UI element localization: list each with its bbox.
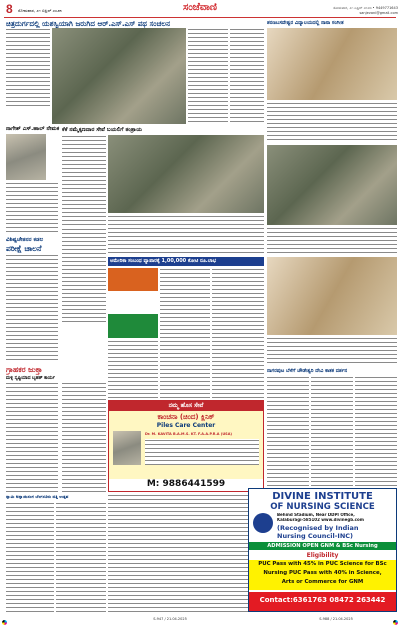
nursing-ad-rule-1: PUC Pass with 45% in PUC Science for BSc: [258, 561, 387, 567]
nursing-ad-logo: [253, 513, 273, 533]
right-low-text-a: [267, 376, 309, 486]
left-low-text-2: [62, 382, 106, 492]
left-person-text: [6, 182, 58, 234]
center-band-text-a: [160, 268, 210, 398]
center-band-text-b: [212, 268, 264, 398]
flags-photo: [108, 268, 158, 338]
nursing-ad-address-2: Kalaburagi-585102 www.divinegb.com: [277, 518, 364, 522]
right-mid-text: [267, 227, 397, 255]
nursing-ad-eligibility: Eligibility: [306, 552, 339, 559]
left-low-text: [6, 382, 58, 492]
clinic-ad-name: ಕಾಂಚನಾ (ಚಿಂದ) ಕ್ಲಿನಿಕ್: [157, 413, 215, 421]
person-portrait: [6, 134, 46, 180]
nursing-ad-title: DIVINE INSTITUTE: [272, 491, 373, 502]
nursing-ad-recognition: (Recognised by Indian: [277, 524, 359, 532]
right-top-text: [267, 102, 397, 142]
clinic-ad-subtitle: Piles Care Center: [156, 422, 216, 429]
center-band-text-c: [108, 340, 158, 398]
left-mid-headline-2: ಪರೀಕ್ಷೆ ಚಾಲನೆ: [6, 244, 42, 253]
right-top-headline: ಶರಣಬಸವೇಶ್ವರ ವಿದ್ಯಾಲಯದಲ್ಲಿ ನಾನಾ ಸಂಗೀತ: [267, 20, 344, 26]
rally-photo: [52, 28, 186, 124]
clinic-ad-doctor: Dr. M. KAVITA B.A.M.S. KT. F.A.A.P.R.A (USA): [145, 432, 232, 436]
page-number: 8: [6, 2, 13, 16]
nursing-ad-contact: Contact:6361763 08472 263442: [259, 596, 386, 604]
center-mid-headline: ಕೆಕೆ ನಮ್ಮೆಕ್ಕಣದಾರ ಸೇವೆ ಬಯಲಿಗೆ ತಂತ್ರಾಯ: [62, 127, 143, 133]
clinic-ad-details: [145, 439, 259, 465]
nursing-ad: [248, 488, 397, 612]
email: sanjevani@gmail.com: [359, 11, 398, 15]
registration-mark-right: [393, 620, 398, 625]
music-event-photo: [267, 28, 397, 100]
clinic-ad: [108, 400, 264, 492]
left-mid-text: [6, 254, 58, 362]
nursing-ad-address: Behind Stadium, Near DDPI Office,: [277, 513, 355, 517]
nursing-ad-title-2: OF NURSING SCIENCE: [270, 502, 375, 512]
nursing-ad-rule-3: Arts or Commerce for GNM: [281, 579, 364, 585]
left-low-headline-2: ಮಳ್ಳಿ ಸೃಷ್ಟಿಯಾದ ಬೃಹತ್ ಕಾರ್ಯ: [6, 376, 55, 381]
ceremony-photo: [267, 257, 397, 335]
left-bottom-headline: ಸ್ವಾಮಿ ಅಸ್ವಾಯಿಸಂಗ ಬೆಂಗಳೂರು ದತ್ತಿ ಉತ್ಸವ: [6, 494, 69, 499]
footer-left-code: S-947 / 21.04.2025: [153, 617, 187, 621]
doctor-photo: [113, 431, 141, 465]
nursing-ad-recognition-2: Nursing Council-INC): [277, 532, 354, 540]
date-left: ಸೋಮವಾರ, ೨೧ ಏಪ್ರಿಲ್ ೨೦೨೫: [18, 9, 62, 13]
left-bottom-text-b: [56, 502, 106, 614]
nursing-ad-admission: ADMISSION OPEN GNM & BSc Nursing: [267, 543, 378, 549]
main-headline: ಚಿತ್ರದುರ್ಗದಲ್ಲಿ ಯಶಸ್ವಿಯಾಗಿ ಜರುಗಿದ ಆರ್.ಎಸ್.ಎಸ್ ಪಥ ಸಂಚಲನ: [6, 19, 171, 28]
paper-name: ಸಂಜೆವಾಣಿ: [183, 2, 217, 13]
left-low-headline: ಗ್ರಾಹಕರ ಜುಕ್ತಾ: [6, 365, 43, 374]
farmers-photo: [267, 145, 397, 225]
left-bottom-text-a: [6, 502, 54, 614]
footer-right-code: S-988 / 21.04.2025: [319, 617, 353, 621]
center-column-text-1: [188, 28, 228, 124]
left-person-headline: ನಾಗೇಶ್ ಎಸ್.ಹಾಲ್ ನೇಮಕ: [6, 126, 60, 132]
right-ceremony-text: [267, 337, 397, 365]
nursing-ad-rule-2: Nursing PUC Pass with 40% in Science,: [263, 570, 382, 576]
date-right: ಸೋಮವಾರ, ೨೧ ಏಪ್ರಿಲ್ ೨೦೨೫ • 9449771643: [333, 6, 398, 10]
right-low-headline: ನಾಗರಪುಟ ಬೆಳೆಗೆ ಚೌಡೇಶ್ವರಿ ದೇವಿ ಕಾತಕ ದರ್ಶನ: [267, 368, 348, 374]
protest-photo: [108, 135, 264, 213]
center-mid-text-b: [108, 215, 264, 255]
center-mid-text-a: [62, 135, 106, 225]
center-bottom-text: [108, 494, 264, 614]
masthead-rule: [4, 17, 396, 18]
clinic-ad-phone: M: 9886441599: [146, 479, 226, 489]
center-column-text-2: [230, 28, 264, 124]
left-mid-headline: ವಿಶಿಷ್ಟಚೇತನರ ಕಡಲ: [6, 237, 44, 243]
clinic-ad-title: ನಮ್ಮ ಹೊಸ ಸೇವೆ: [168, 402, 204, 409]
left-column-text-1: [6, 28, 50, 106]
right-low-text-c: [355, 376, 397, 486]
center-band-headline: ಅಮೇರಿಕಾ ಸಂಬಂಧ ವ್ಯಾಪಾರಕ್ಕೆ 1,00,000 ಕೋಟಿ ರೂ.ಲಾಭ: [110, 258, 217, 264]
registration-mark-left: [2, 620, 7, 625]
right-low-text-b: [311, 376, 353, 486]
left-mid-text-2: [62, 228, 106, 324]
